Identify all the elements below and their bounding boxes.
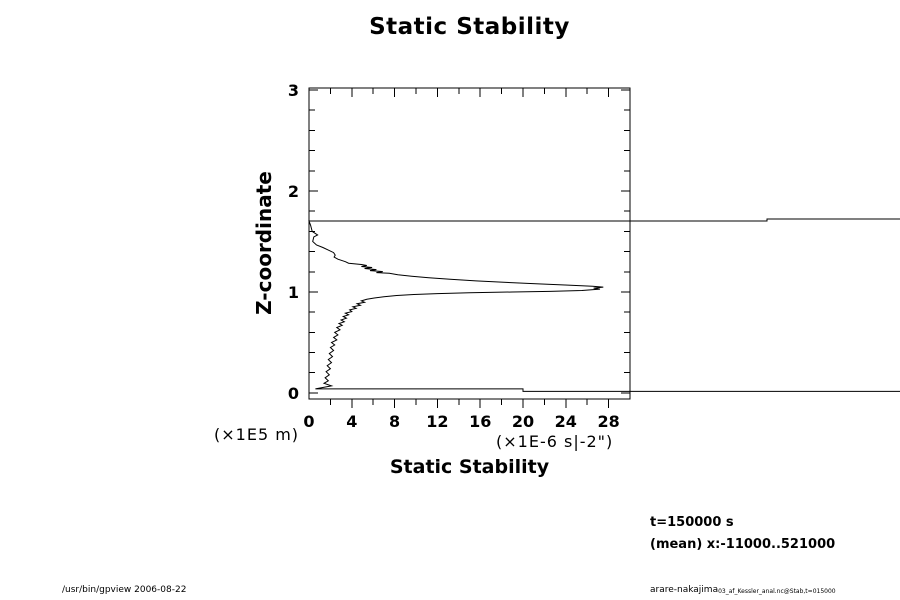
y-tick-label: 2	[287, 181, 299, 201]
y-axis-label: Z-coordinate	[252, 171, 276, 315]
x-tick-label: 16	[469, 412, 492, 431]
y-tick-label: 0	[287, 383, 299, 403]
plot-frame	[309, 88, 630, 399]
x-tick-label: 20	[511, 412, 535, 431]
x-tick-label: 8	[389, 412, 401, 431]
footer-run-name: arare-nakajima	[650, 585, 719, 595]
x-axis-label: Static Stability	[389, 456, 550, 478]
x-tick-label: 24	[554, 412, 577, 431]
footer-command-path: /usr/bin/gpview 2006-08-22	[62, 585, 187, 595]
y-tick-label: 3	[287, 81, 299, 101]
chart-title: Static Stability	[369, 14, 570, 40]
y-axis-units-label: (×1E5 m)	[214, 425, 300, 444]
y-tick-label: 1	[287, 282, 299, 302]
time-annotation: t=150000 s	[650, 515, 734, 530]
x-tick-label: 12	[426, 412, 449, 431]
x-tick-label: 0	[303, 412, 315, 431]
x-tick-label: 4	[346, 412, 358, 431]
x-tick-label: 28	[597, 412, 620, 431]
mean-range-annotation: (mean) x:-11000..521000	[650, 537, 836, 552]
footer-run-detail: 03_af_Kessler_anal.nc@Stab,t=015000	[718, 588, 836, 595]
x-axis-units-label: (×1E-6 s|-2")	[496, 432, 614, 451]
footer-run-id	[650, 585, 836, 595]
data-line	[309, 219, 900, 391]
